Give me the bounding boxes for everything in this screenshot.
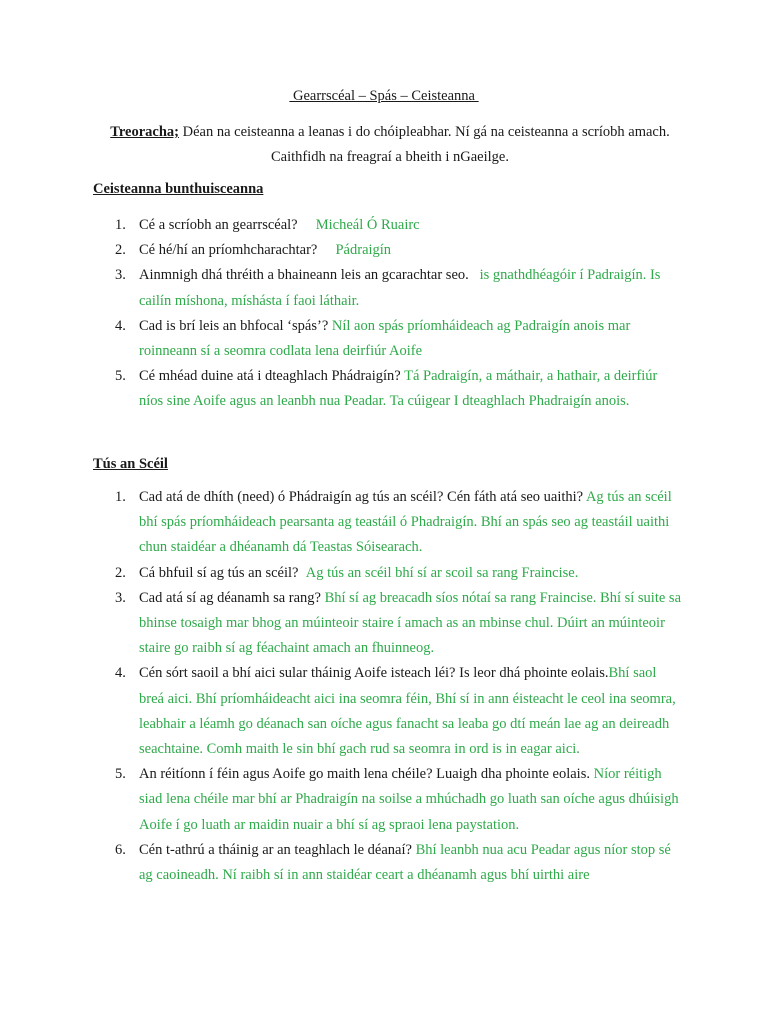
list-item xyxy=(93,561,683,586)
question-text: Cad atá sí ag déanamh sa rang? xyxy=(139,589,321,606)
list-item xyxy=(93,485,683,561)
item-number: 6. xyxy=(115,841,126,858)
answer-text: is gnathdhéagóir í Padraigín. Is cailín míshona, míshásta í faoi láthair. xyxy=(139,267,661,309)
list-item xyxy=(93,586,683,662)
question-text: Cén t-athrú a tháinig ar an teaghlach le déanaí? xyxy=(139,841,412,858)
question-text: Cá bhfuil sí ag tús an scéil? xyxy=(139,564,299,581)
question-list-basic xyxy=(93,213,683,415)
question-text: Cé a scríobh an gearrscéal? xyxy=(139,217,298,233)
answer-text: Ag tús an scéil bhí spás príomháideach pearsanta ag teastáil ó Phadraigín. Bhí an spás seo ag teastáil uaithi chun staidéar a dhéanamh dá Teastas Sóisearach. xyxy=(139,489,672,556)
item-number: 2. xyxy=(115,564,126,581)
question-text: Cé hé/hí an príomhcharachtar? xyxy=(139,242,318,259)
list-item xyxy=(93,238,683,263)
answer-text: Bhí saol breá aici. Bhí príomháideacht aici ina seomra féin, Bhí sí in ann éisteacht le ceol ina seomra, leabhair a léamh go déanach san oíche agus fanacht sa leaba go dtí meán lae ag an deireadh seachtaine. Comh maith le sin bhí gach rud sa seomra in ord is in eagar aici. xyxy=(139,665,676,758)
question-text: Cad is brí leis an bhfocal ‘spás’? xyxy=(139,317,329,334)
question-text: Cén sórt saoil a bhí aici sular tháinig Aoife isteach léi? Is leor dhá phointe eolais. xyxy=(139,665,609,682)
item-number: 1. xyxy=(115,217,126,233)
question-text: Cad atá de dhíth (need) ó Phádraigín ag tús an scéil? Cén fáth atá seo uaithi? xyxy=(139,489,584,505)
answer-text: Pádraigín xyxy=(335,242,392,259)
answer-text: Níl aon spás príomháideach ag Padraigín anois mar roinneann sí a seomra codlata lena deirfiúr Aoife xyxy=(139,317,631,360)
instructions-text: Déan na ceisteanna a leanas i do chóipleabhar. Ní gá na ceisteanna a scríobh amach. Caithfidh na freagraí a bheith i nGaeilge. xyxy=(178,124,670,165)
answer-text: Bhí sí ag breacadh síos nótaí sa rang Fraincise. Bhí sí suite sa bhinse tosaigh mar bhog an múinteoir staire í amach as an mbinse chul. Dúirt an múinteoir staire go raibh sí ag féachaint amach an fhuinneog. xyxy=(139,589,681,657)
item-number: 4. xyxy=(115,317,126,334)
list-item xyxy=(93,314,683,364)
item-number: 4. xyxy=(115,665,126,682)
section-heading-basic: Ceisteanna bunthuisceanna xyxy=(93,181,264,197)
answer-text: Micheál Ó Ruairc xyxy=(315,217,420,233)
question-text: Ainmnigh dhá thréith a bhaineann leis an gcarachtar seo. xyxy=(139,267,469,284)
answer-text: Ag tús an scéil bhí sí ar scoil sa rang Fraincise. xyxy=(305,564,579,581)
item-number: 5. xyxy=(115,368,126,385)
list-item xyxy=(93,263,683,313)
list-item xyxy=(93,364,683,414)
item-number: 1. xyxy=(115,489,126,505)
answer-text: Níor réitigh siad lena chéile mar bhí ar Phadraigín na soilse a mhúchadh go luath san oíche agus dhúisigh Aoife í go luath ar maidin nuair a bhí sí ag spraoi lena paystation. xyxy=(139,766,679,833)
item-number: 2. xyxy=(115,242,126,259)
list-item xyxy=(93,838,683,888)
page-title: Gearrscéal – Spás – Ceisteanna xyxy=(289,88,479,104)
item-number: 3. xyxy=(115,267,126,284)
list-item xyxy=(93,213,683,238)
instructions-label: Treoracha; xyxy=(110,124,179,140)
list-item xyxy=(93,762,683,838)
question-list-beginning xyxy=(93,485,683,888)
answer-text: Tá Padraigín, a máthair, a hathair, a deirfiúr níos sine Aoife agus an leanbh nua Peadar. Ta cúigear I dteaghlach Phadraigín anois. xyxy=(139,368,658,410)
item-number: 5. xyxy=(115,766,126,783)
question-text: An réitíonn í féin agus Aoife go maith lena chéile? Luaigh dha phointe eolais. xyxy=(139,766,590,783)
answer-text: Bhí leanbh nua acu Peadar agus níor stop sé ag caoineadh. Ní raibh sí in ann staidéar ceart a dhéanamh agus bhí uirthi aire xyxy=(139,841,671,884)
section-heading-beginning: Tús an Scéil xyxy=(93,456,168,472)
item-number: 3. xyxy=(115,589,126,606)
question-text: Cé mhéad duine atá i dteaghlach Phádraigín? xyxy=(139,368,401,385)
instructions xyxy=(110,120,670,170)
list-item xyxy=(93,661,683,762)
